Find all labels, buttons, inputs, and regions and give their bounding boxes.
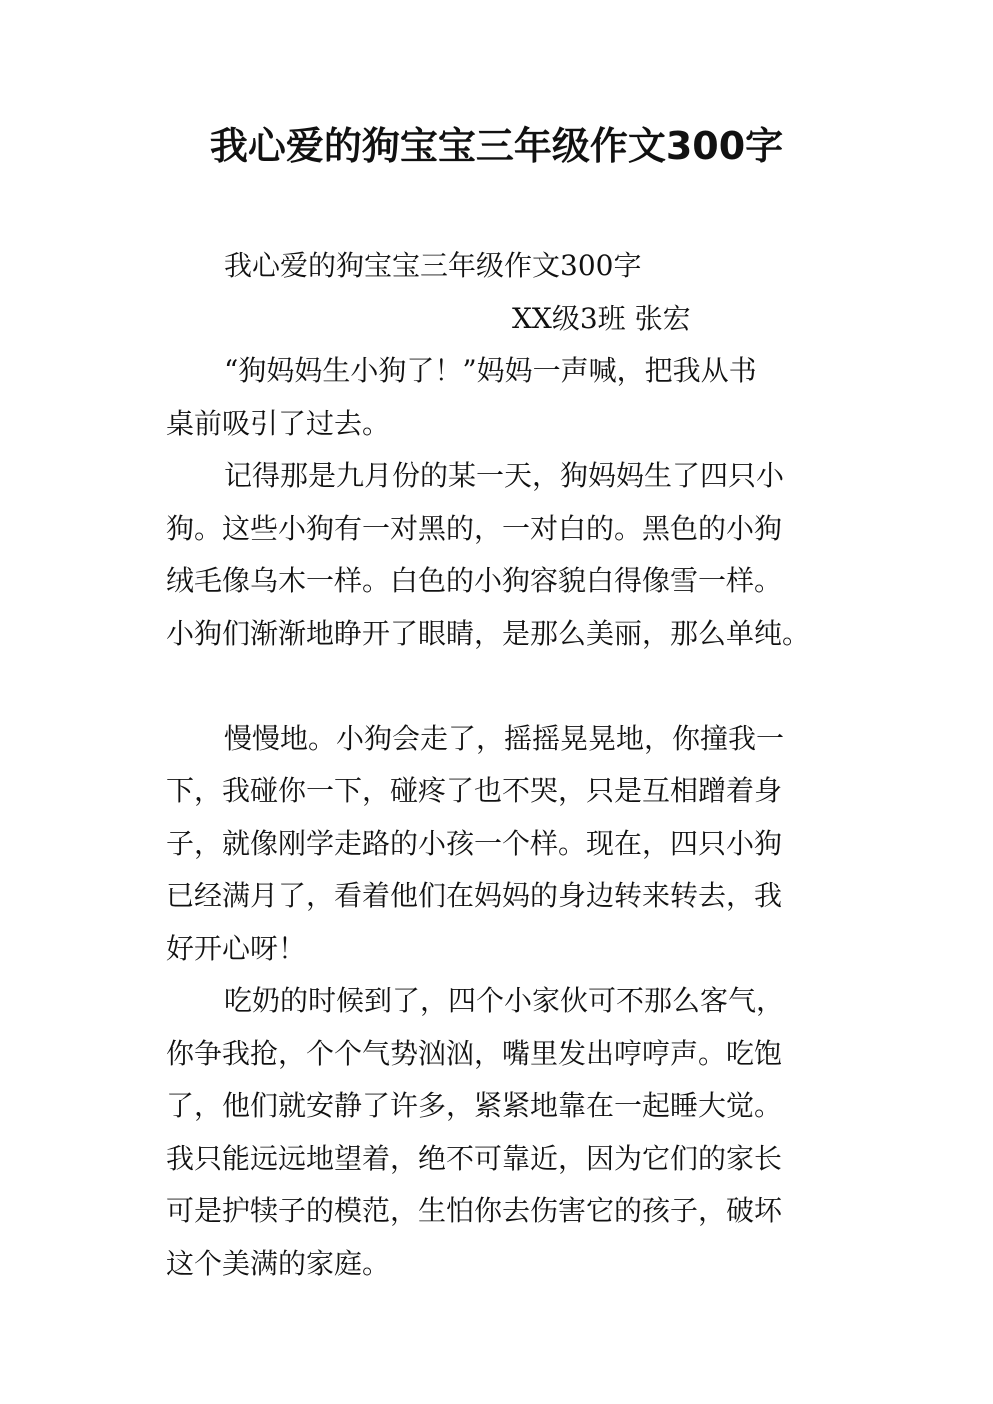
paragraph-line: 小狗们渐渐地睁开了眼睛，是那么美丽，那么单纯。 — [166, 616, 811, 650]
paragraph-line: 我只能远远地望着，绝不可靠近，因为它们的家长 — [166, 1141, 783, 1175]
paragraph-line: 慢慢地。小狗会走了，摇摇晃晃地，你撞我一 — [224, 721, 785, 755]
paragraph-line: 下，我碰你一下，碰疼了也不哭，只是互相蹭着身 — [166, 774, 783, 807]
document-title: 我心爱的狗宝宝三年级作文300字 — [209, 124, 784, 168]
paragraph-line: 了，他们就安静了许多，紧紧地靠在一起睡大觉。 — [166, 1089, 783, 1122]
paragraph-line: “狗妈妈生小狗了！”妈妈一声喊，把我从书 — [224, 354, 757, 387]
paragraph-line: 绒毛像乌木一样。白色的小狗容貌白得像雪一样。 — [166, 564, 783, 597]
paragraph-line: 好开心呀！ — [166, 931, 307, 965]
author-line: XX级3班 张宏 — [512, 301, 691, 335]
essay-subtitle: 我心爱的狗宝宝三年级作文300字 — [224, 249, 642, 282]
paragraph-3 — [166, 713, 838, 976]
paragraph-line: 子，就像刚学走路的小孩一个样。现在，四只小狗 — [166, 826, 783, 860]
paragraph-gap — [166, 660, 838, 713]
paragraph-1 — [166, 345, 838, 450]
paragraph-line: 记得那是九月份的某一天，狗妈妈生了四只小 — [224, 459, 785, 492]
paragraph-line: 桌前吸引了过去。 — [166, 406, 391, 440]
paragraph-line: 你争我抢，个个气势汹汹，嘴里发出哼哼声。吃饱 — [166, 1036, 783, 1070]
paragraph-line: 可是护犊子的模范，生怕你去伤害它的孩子，破坏 — [166, 1194, 783, 1227]
paragraph-2 — [166, 450, 838, 660]
paragraph-line: 狗。这些小狗有一对黑的，一对白的。黑色的小狗 — [166, 511, 783, 545]
document-body — [166, 240, 838, 1290]
paragraph-line: 已经满月了，看着他们在妈妈的身边转来转去，我 — [166, 879, 783, 912]
paragraph-line: 吃奶的时候到了，四个小家伙可不那么客气， — [224, 984, 785, 1017]
paragraph-4 — [166, 975, 838, 1290]
paragraph-line: 这个美满的家庭。 — [166, 1246, 391, 1280]
